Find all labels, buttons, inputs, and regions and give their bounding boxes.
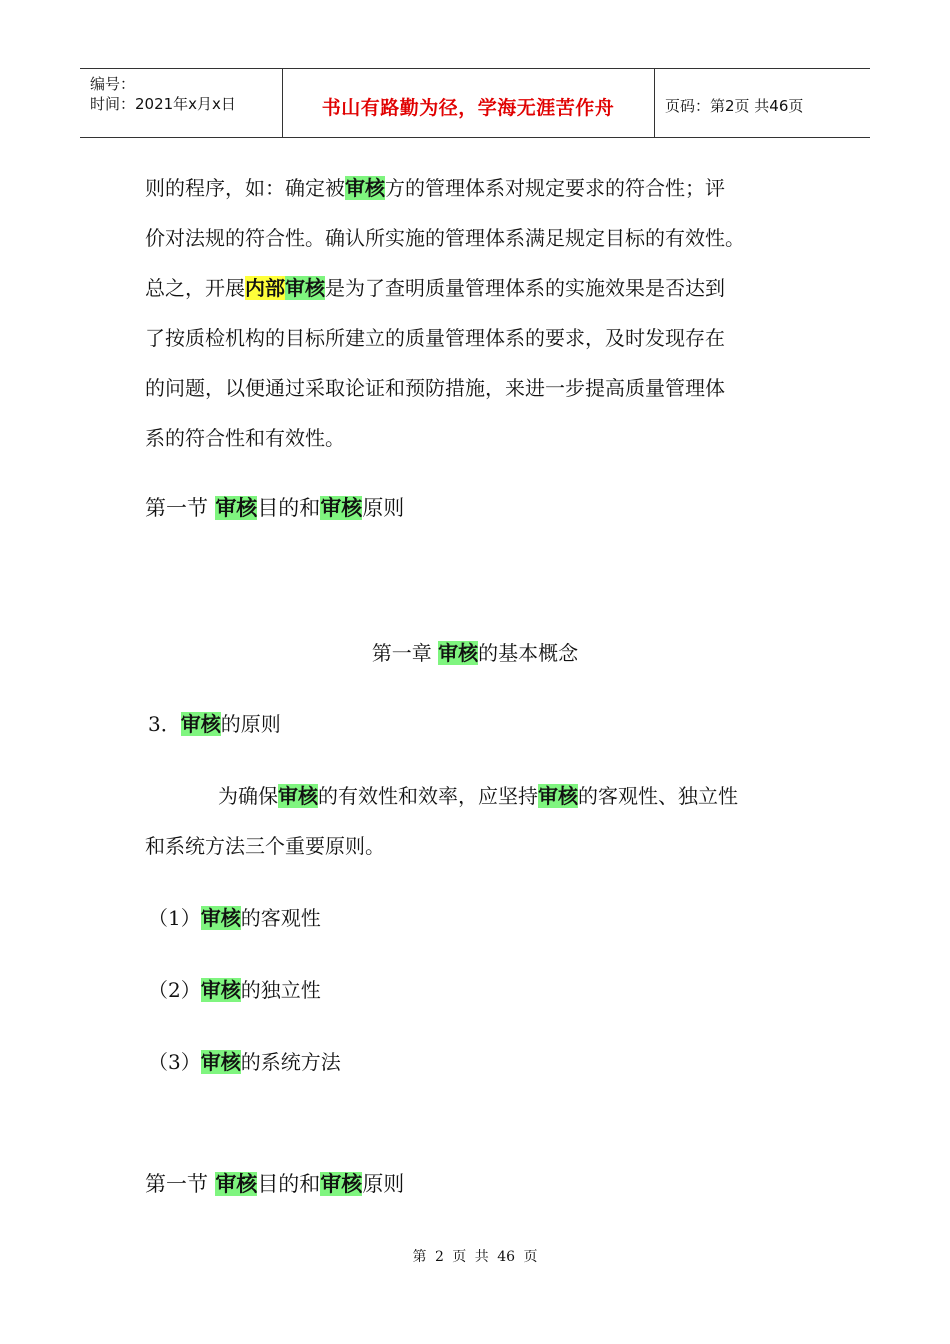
header-page-info: 页码：第2页 共46页 (665, 97, 804, 115)
document-header (80, 68, 870, 138)
internal-highlight: 内部 (245, 276, 285, 300)
header-meta-cell (80, 69, 283, 137)
principle-item: （1）审核的客观性 (148, 906, 321, 930)
body-line-1: 则的程序，如：确定被审核方的管理体系对规定要求的符合性；评 (145, 176, 725, 200)
term-highlight: 审核 (345, 176, 385, 200)
body-line-5: 的问题，以便通过采取论证和预防措施，来进一步提高质量管理体 (145, 376, 725, 400)
body-line-6: 系的符合性和有效性。 (145, 426, 345, 450)
chapter-heading: 第一章 审核的基本概念 (371, 641, 579, 665)
principle-item: （3）审核的系统方法 (148, 1050, 341, 1074)
body-line-2: 价对法规的符合性。确认所实施的管理体系满足规定目标的有效性。 (145, 226, 745, 250)
header-motto-cell (282, 69, 655, 137)
body-line-4: 了按质检机构的目标所建立的质量管理体系的要求，及时发现存在 (145, 326, 725, 350)
section-heading: 第一节 审核目的和审核原则 (145, 1172, 405, 1196)
principles-intro-line-2: 和系统方法三个重要原则。 (145, 834, 385, 858)
document-date: 时间：2021年x月x日 (90, 95, 236, 113)
principle-item: （2）审核的独立性 (148, 978, 321, 1002)
section-heading: 第一节 审核目的和审核原则 (145, 496, 405, 520)
header-page-cell (655, 69, 870, 137)
body-line-3: 总之，开展内部审核是为了查明质量管理体系的实施效果是否达到 (145, 276, 725, 300)
header-motto: 书山有路勤为径，学海无涯苦作舟 (321, 97, 615, 119)
principles-heading: 3．审核的原则 (148, 712, 281, 736)
document-id-label: 编号： (90, 75, 136, 93)
page-footer: 第 2 页 共 46 页 (412, 1249, 538, 1265)
principles-intro-line-1: 为确保审核的有效性和效率，应坚持审核的客观性、独立性 (218, 784, 738, 808)
term-highlight: 审核 (285, 276, 325, 300)
